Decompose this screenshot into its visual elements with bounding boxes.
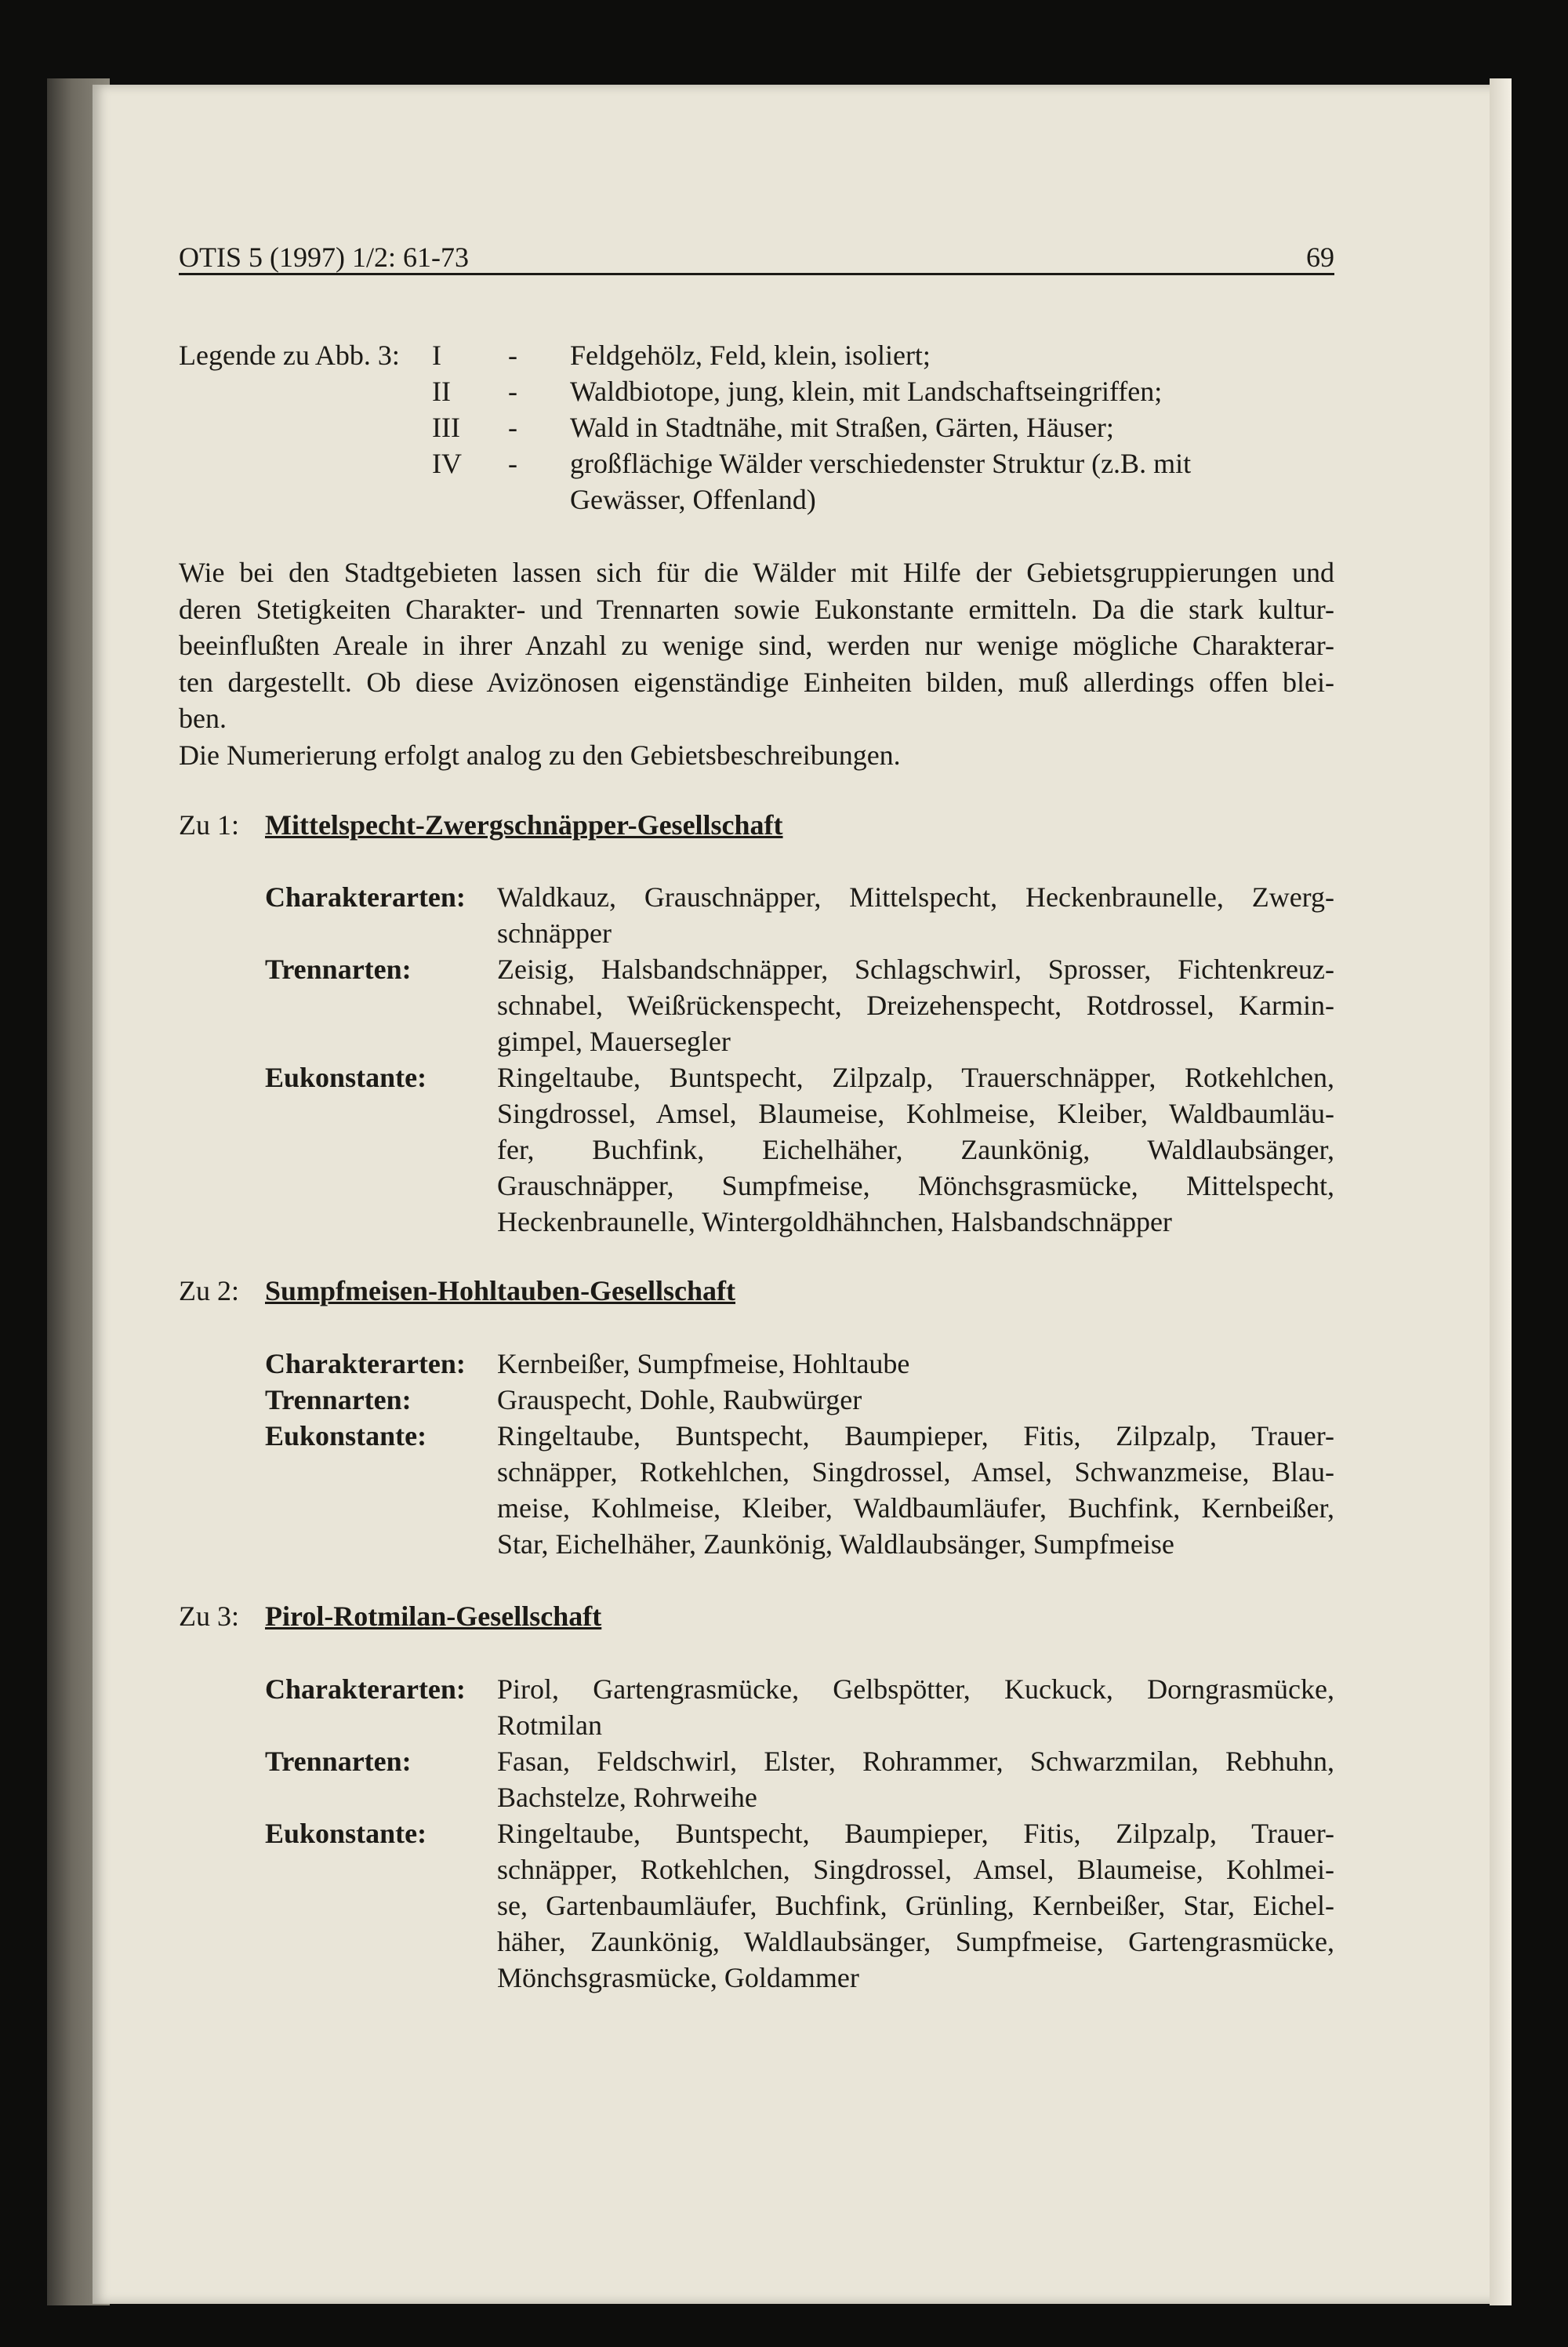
definition-line: Kernbeißer, Sumpfmeise, Hohltaube xyxy=(497,1348,910,1379)
running-head xyxy=(179,242,1334,275)
paragraph-line: ben. xyxy=(179,703,227,734)
definition-line: Pirol, Gartengrasmücke, Gelbspötter, Kuckuck, Dorngrasmücke, xyxy=(497,1673,1334,1705)
entry-term: Eukonstante: xyxy=(265,1420,427,1451)
legend-num: III xyxy=(432,412,460,443)
definition-line: Singdrossel, Amsel, Blaumeise, Kohlmeise, Kleiber, Waldbaumläu- xyxy=(497,1098,1334,1129)
entry-definition xyxy=(497,1815,1334,1996)
legend-item xyxy=(179,373,1334,409)
entry-definition xyxy=(497,879,1334,951)
section-title: Mittelspecht-Zwergschnäpper-Gesellschaft xyxy=(265,809,783,841)
legend-dash: - xyxy=(508,340,517,371)
definition-line: Grauspecht, Dohle, Raubwürger xyxy=(497,1384,862,1415)
numbering-note: Die Numerierung erfolgt analog zu den Gebietsbeschreibungen. xyxy=(179,739,901,771)
legend-num: IV xyxy=(432,448,462,479)
entry-term: Eukonstante: xyxy=(265,1818,427,1849)
definition-line: schnäpper, Rotkehlchen, Singdrossel, Amsel, Schwanzmeise, Blau- xyxy=(497,1456,1334,1488)
paragraph-line: beeinflußten Areale in ihrer Anzahl zu wenige sind, werden nur wenige mögliche Charakterar- xyxy=(179,630,1334,661)
section-number: Zu 3: xyxy=(179,1600,239,1632)
definition-line: fer, Buchfink, Eichelhäher, Zaunkönig, Waldlaubsänger, xyxy=(497,1134,1334,1165)
section-number: Zu 1: xyxy=(179,809,239,841)
definition-line: se, Gartenbaumläufer, Buchfink, Grünling, Kernbeißer, Star, Eichel- xyxy=(497,1890,1334,1921)
definition-line: Zeisig, Halsbandschnäpper, Schlagschwirl, Sprosser, Fichtenkreuz- xyxy=(497,954,1334,985)
paragraph-line: deren Stetigkeiten Charakter- und Trennarten sowie Eukonstante ermitteln. Da die stark kultur- xyxy=(179,593,1334,625)
definition-line: schnabel, Weißrückenspecht, Dreizehenspecht, Rotdrossel, Karmin- xyxy=(497,990,1334,1021)
definition-line: Fasan, Feldschwirl, Elster, Rohrammer, Schwarzmilan, Rebhuhn, xyxy=(497,1746,1334,1777)
definition-line: schnäpper, Rotkehlchen, Singdrossel, Amsel, Blaumeise, Kohlmei- xyxy=(497,1854,1334,1885)
definition-line: meise, Kohlmeise, Kleiber, Waldbaumläufer, Buchfink, Kernbeißer, xyxy=(497,1492,1334,1524)
legend-dash: - xyxy=(508,448,517,479)
intro-paragraph xyxy=(179,554,1334,773)
entry-term: Trennarten: xyxy=(265,954,412,985)
definition-line: Mönchsgrasmücke, Goldammer xyxy=(497,1962,859,1993)
entry-term: Charakterarten: xyxy=(265,881,466,913)
paragraph-line: ten dargestellt. Ob diese Avizönosen eigenständige Einheiten bilden, muß allerdings offen blei- xyxy=(179,666,1334,698)
page-number: 69 xyxy=(1306,242,1334,273)
legend-num: II xyxy=(432,376,451,407)
entry-term: Trennarten: xyxy=(265,1746,412,1777)
entry-definition xyxy=(497,1059,1334,1240)
definition-line: Heckenbraunelle, Wintergoldhähnchen, Halsbandschnäpper xyxy=(497,1206,1172,1237)
entry-term: Charakterarten: xyxy=(265,1673,466,1705)
definition-line: Bachstelze, Rohrweihe xyxy=(497,1782,757,1813)
definition-line: Rotmilan xyxy=(497,1709,602,1741)
paragraph-line: Wie bei den Stadtgebieten lassen sich für die Wälder mit Hilfe der Gebietsgruppierungen und xyxy=(179,557,1334,588)
definition-line: schnäpper xyxy=(497,917,612,949)
entry-term: Eukonstante: xyxy=(265,1062,427,1093)
section-title: Sumpfmeisen-Hohltauben-Gesellschaft xyxy=(265,1275,736,1306)
entry-definition xyxy=(497,1382,1334,1418)
section-title: Pirol-Rotmilan-Gesellschaft xyxy=(265,1600,602,1632)
definition-line: häher, Zaunkönig, Waldlaubsänger, Sumpfmeise, Gartengrasmücke, xyxy=(497,1926,1334,1957)
legend-dash: - xyxy=(508,376,517,407)
entry-term: Charakterarten: xyxy=(265,1348,466,1379)
definition-line: Ringeltaube, Buntspecht, Baumpieper, Fitis, Zilpzalp, Trauer- xyxy=(497,1818,1334,1849)
definition-line: Ringeltaube, Buntspecht, Baumpieper, Fitis, Zilpzalp, Trauer- xyxy=(497,1420,1334,1451)
entry-definition xyxy=(497,1671,1334,1743)
entry-definition xyxy=(497,1346,1334,1382)
definition-line: Star, Eichelhäher, Zaunkönig, Waldlaubsänger, Sumpfmeise xyxy=(497,1528,1174,1560)
page-fore-edge xyxy=(1490,78,1512,2305)
legend-text: Feldgehölz, Feld, klein, isoliert; xyxy=(570,340,931,371)
definition-line: Grauschnäpper, Sumpfmeise, Mönchsgrasmücke, Mittelspecht, xyxy=(497,1170,1334,1201)
legend-item xyxy=(179,445,1334,481)
section-number: Zu 2: xyxy=(179,1275,239,1306)
legend-continuation: Gewässer, Offenland) xyxy=(570,484,816,515)
journal-citation: OTIS 5 (1997) 1/2: 61-73 xyxy=(179,242,469,273)
definition-line: gimpel, Mauersegler xyxy=(497,1026,731,1057)
legend-text: Wald in Stadtnähe, mit Straßen, Gärten, Häuser; xyxy=(570,412,1114,443)
legend-label: Legende zu Abb. 3: xyxy=(179,340,400,371)
legend-dash: - xyxy=(508,412,517,443)
legend-item xyxy=(179,409,1334,445)
legend-item xyxy=(179,337,1334,373)
entry-definition xyxy=(497,951,1334,1059)
entry-definition xyxy=(497,1743,1334,1815)
legend-text: großflächige Wälder verschiedenster Struktur (z.B. mit xyxy=(570,448,1192,479)
definition-line: Ringeltaube, Buntspecht, Zilpzalp, Trauerschnäpper, Rotkehlchen, xyxy=(497,1062,1334,1093)
legend-num: I xyxy=(432,340,441,371)
entry-term: Trennarten: xyxy=(265,1384,412,1415)
legend-text: Waldbiotope, jung, klein, mit Landschaftseingriffen; xyxy=(570,376,1163,407)
entry-definition xyxy=(497,1418,1334,1562)
definition-line: Waldkauz, Grauschnäpper, Mittelspecht, Heckenbraunelle, Zwerg- xyxy=(497,881,1334,913)
